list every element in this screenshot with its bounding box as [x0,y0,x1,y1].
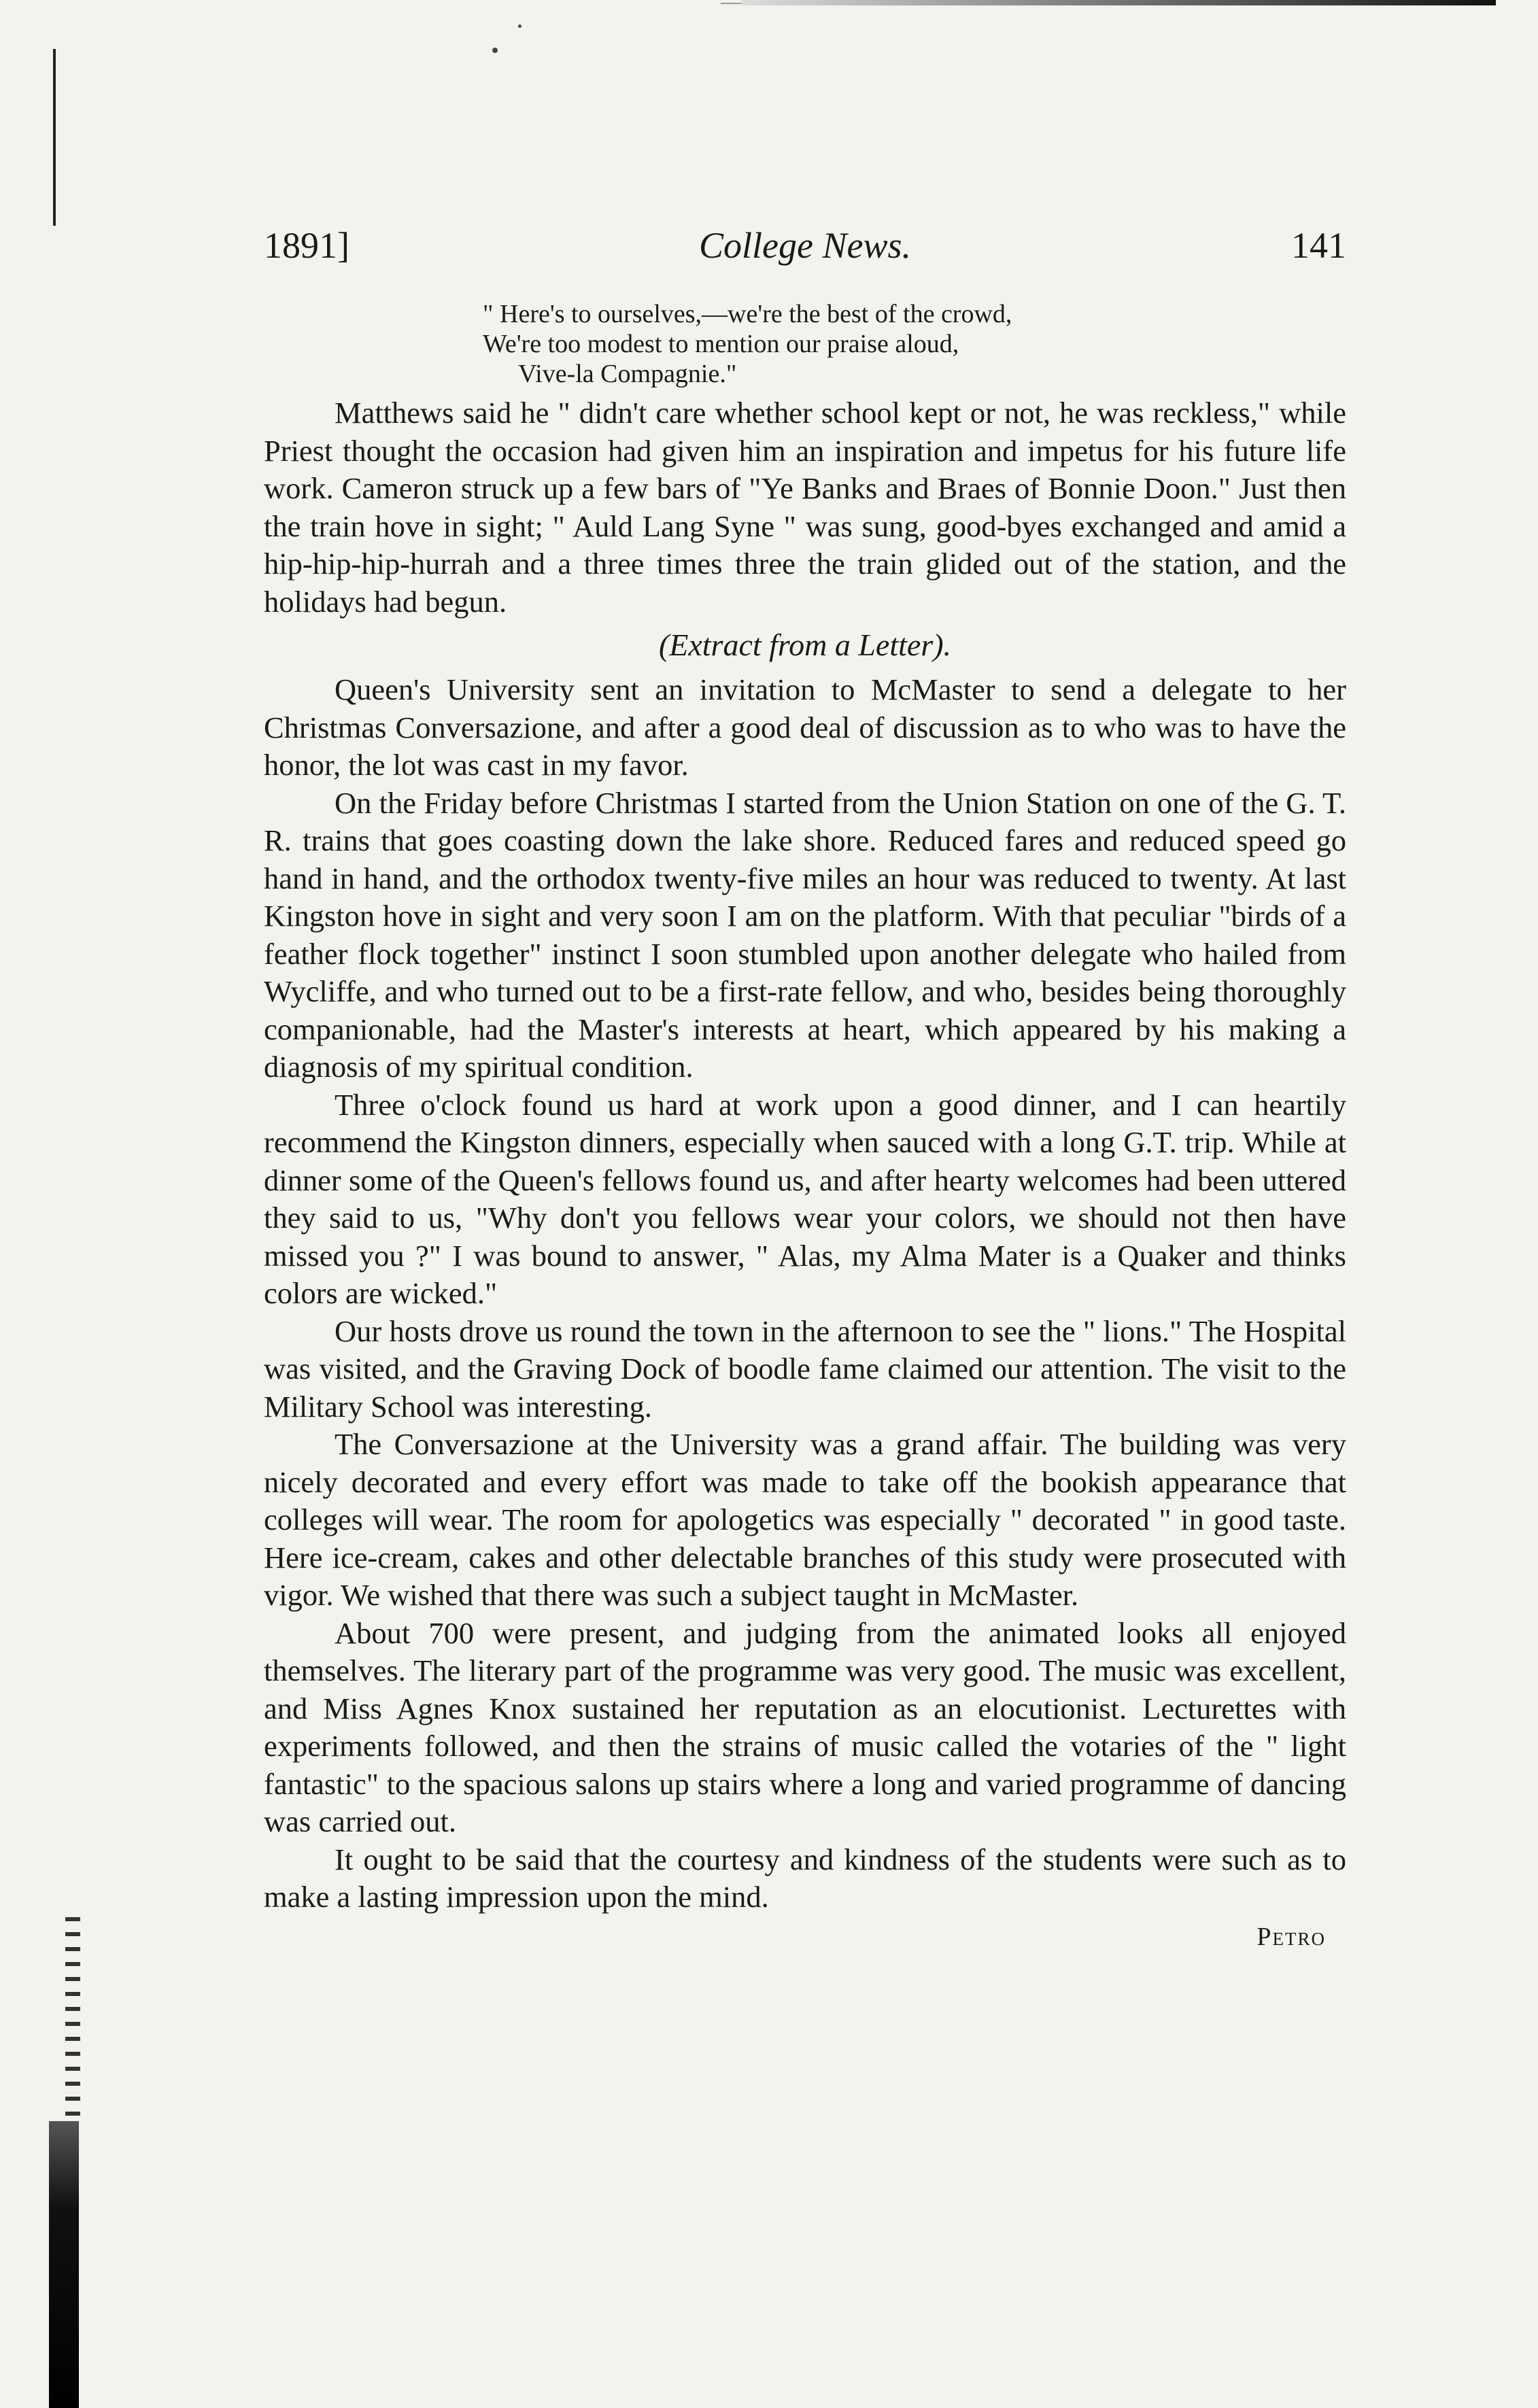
paragraph: On the Friday before Christmas I started from the Union Station on one of the G. T. R. trains that goes coasting down the lake shore. Reduced fares and reduced speed go hand in hand, and the orthodox twenty-five miles an hour was reduced to twenty. At last Kingston hove in sight and very soon I am on the platform. With that peculiar "birds of a feather flock together" instinct I soon stumbled upon another delegate who hailed from Wycliffe, and who turned out to be a first-rate fellow, and who, besides being thoroughly companionable, had the Master's interests at heart, which appeared by his making a diagnosis of my spiritual condition. [264,785,1346,1084]
paragraph: Queen's University sent an invitation to McMaster to send a delegate to her Christmas Conversazione, and after a good deal of discussion as to who was to have the honor, the lot was cast in my favor. [264,672,1346,782]
paragraph: It ought to be said that the courtesy and kindness of the students were such as to make a lasting impression upon the mind. [264,1842,1346,1914]
verse-quote [483,299,1346,389]
paragraph: The Conversazione at the University was a grand affair. The building was very nicely decorated and every effort was made to take off the bookish appearance that colleges will wear. The room for apologetics was especially " decorated " in good taste. Here ice-cream, cakes and other delectable branches of this study were prosecuted with vigor. We wished that there was such a subject taught in McMaster. [264,1427,1346,1612]
scan-binding-shadow [49,2121,79,2408]
verse-line: " Here's to ourselves,—we're the best of the crowd, [483,300,1012,328]
paragraph: About 700 were present, and judging from the animated looks all enjoyed themselves. The literary part of the programme was very good. The music was excellent, and Miss Agnes Knox sustained her reputation as an elocutionist. Lecturettes with experiments followed, and then the strains of music called the votaries of the " light fantastic" to the spacious salons up stairs where a long and varied programme of dancing was carried out. [264,1615,1346,1838]
page-number: 141 [1291,225,1346,266]
scan-speck [492,48,498,53]
section-heading: (Extract from a Letter). [658,627,952,662]
scan-edge-shadow [741,0,1496,5]
verse-line: We're too modest to mention our praise aloud, [483,330,959,358]
running-header [264,224,1346,286]
paragraph: Our hosts drove us round the town in the afternoon to see the " lions." The Hospital was visited, and the Graving Dock of boodle fame claimed our attention. The visit to the Military School was interesting. [264,1313,1346,1424]
paragraph: Three o'clock found us hard at work upon a good dinner, and I can heartily recommend the Kingston dinners, especially when sauced with a long G.T. trip. While at dinner some of the Queen's fellows found us, and after hearty welcomes had been uttered they said to us, "Why don't you fellows wear your colors, we should not then have missed you ?" I was bound to answer, " Alas, my Alma Mater is a Quaker and thinks colors are wicked." [264,1087,1346,1310]
scan-binding-specks [65,1917,80,2121]
verse-line: Vive-la Compagnie." [518,360,737,388]
scan-margin-line [53,49,56,226]
paragraph: Matthews said he " didn't care whether school kept or not, he was reckless," while Priest thought the occasion had given him an inspiration and impetus for his future life work. Cameron struck up a few bars of "Ye Banks and Braes of Bonnie Doon." Just then the train hove in sight; " Auld Lang Syne " was sung, good-byes exchanged and amid a hip-hip-hip-hurrah and a three times three the train glided out of the station, and the holidays had begun. [264,396,1346,619]
scan-speck [518,24,522,28]
page-body [264,299,1346,1952]
signature: Petro [1257,1922,1326,1951]
header-year: 1891] [264,225,349,266]
header-title: College News. [699,225,911,266]
